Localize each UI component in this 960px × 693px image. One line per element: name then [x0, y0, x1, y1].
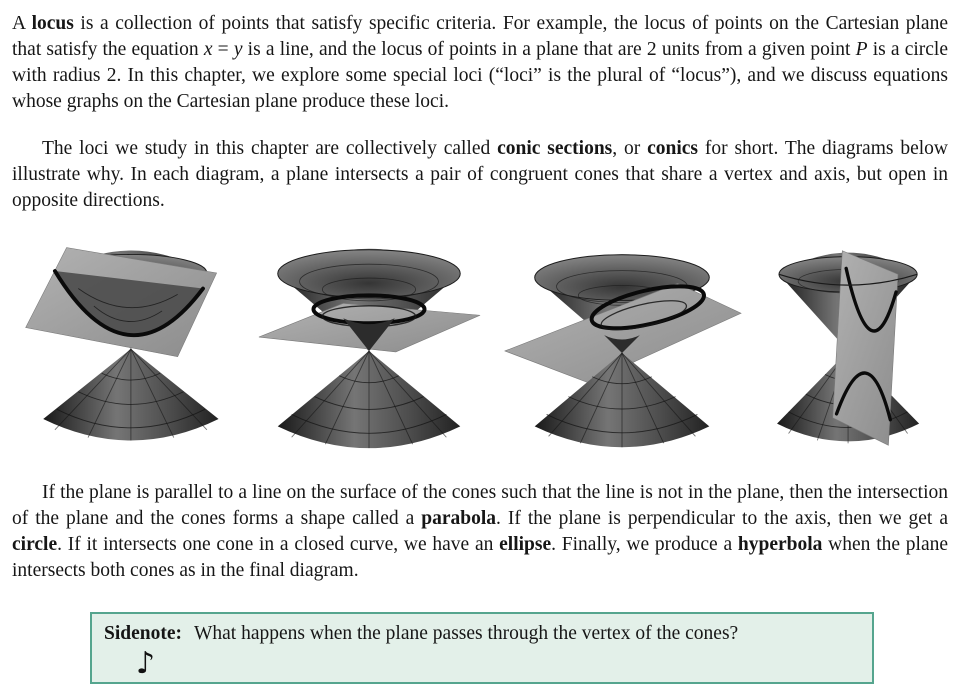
diagram-circle-cone-section	[247, 231, 491, 461]
diagram-parabola-cone-section	[14, 231, 240, 461]
music-note-icon: ♪	[136, 646, 156, 681]
conic-sections-figure-row	[14, 229, 946, 461]
sidenote-box	[90, 612, 874, 684]
sidenote-label: Sidenote:	[104, 623, 182, 644]
lower-cone	[277, 351, 460, 448]
paragraph-locus-definition: A locus is a collection of points that satisfy specific criteria. For example, the locus of points on the Cartesian plane that satisfy the equation x = y is a line, and the locus of points in a plane that are 2 units from a given point P is a circle with radius 2. In this chapter, we explore some special loci (“loci” is the plural of “locus”), and we discuss equations whose graphs on the Cartesian plane produce these loci.	[12, 13, 948, 112]
paragraph-conic-sections-intro: The loci we study in this chapter are collectively called conic sections, or conics for short. The diagrams below illustrate why. In each diagram, a plane intersects a pair of congruent cones that share a vertex and axis, but open in opposite directions.	[12, 138, 948, 211]
diagram-hyperbola-cone-section	[754, 235, 946, 461]
sidenote-text: What happens when the plane passes through the vertex of the cones?	[194, 623, 739, 644]
diagram-ellipse-cone-section	[497, 231, 747, 461]
paragraph-conic-shape-names: If the plane is parallel to a line on the surface of the cones such that the line is not in the plane, then the intersection of the plane and the cones forms a shape called a parabola. If the plane is perpendicular to the axis, then we get a circle. If it intersects one cone in a closed curve, we have an ellipse. Finally, we produce a hyperbola when the plane intersects both cones as in the final diagram.	[12, 482, 949, 581]
lower-cone	[43, 349, 218, 441]
